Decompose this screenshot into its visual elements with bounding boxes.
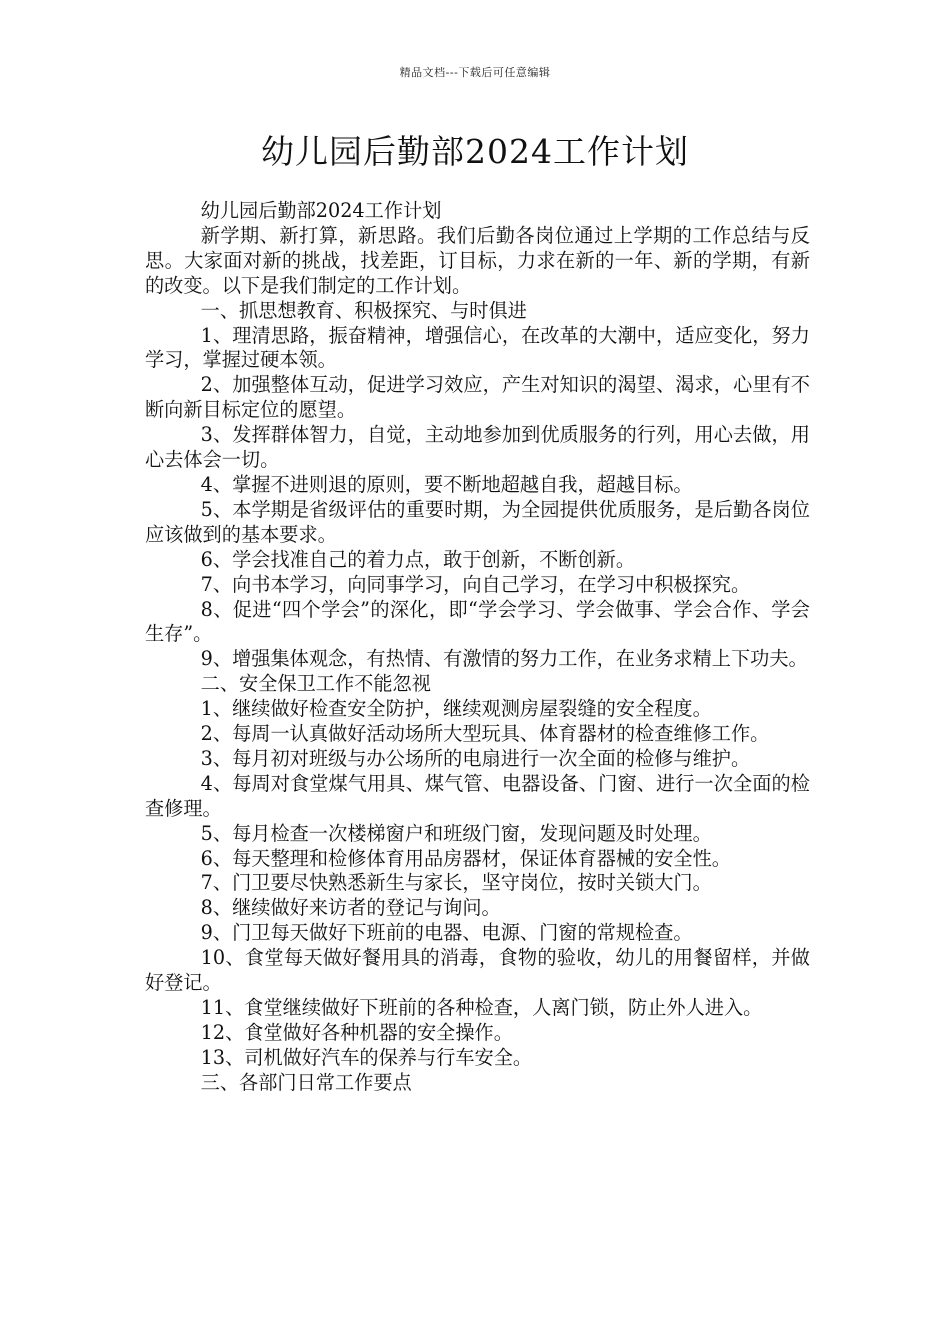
- document-body: [145, 199, 810, 1096]
- list-item: 13、司机做好汽车的保养与行车安全。: [200, 1045, 533, 1069]
- list-item: 2、每周一认真做好活动场所大型玩具、体育器材的检查维修工作。: [200, 722, 770, 746]
- list-item: 1、理清思路，振奋精神，增强信心，在改革的大潮中，适应变化，努力学习，掌握过硬本领。: [145, 323, 810, 372]
- list-item: 9、门卫每天做好下班前的电器、电源、门窗的常规检查。: [200, 921, 693, 945]
- list-item: 6、每天整理和检修体育用品房器材，保证体育器械的安全性。: [200, 846, 731, 870]
- section-heading: 三、各部门日常工作要点: [200, 1070, 412, 1094]
- list-item: 8、继续做好来访者的登记与询问。: [200, 896, 501, 920]
- list-item: 10、食堂每天做好餐用具的消毒，食物的验收，幼儿的用餐留样，并做好登记。: [145, 946, 810, 995]
- page-header: 精品文档---下载后可任意编辑: [399, 66, 551, 79]
- paragraph: 幼儿园后勤部2024工作计划: [200, 199, 442, 222]
- list-item: 9、增强集体观念，有热情、有激情的努力工作，在业务求精上下功夫。: [200, 647, 808, 671]
- list-item: 3、每月初对班级与办公场所的电扇进行一次全面的检修与维护。: [200, 746, 751, 770]
- list-item: 7、向书本学习，向同事学习，向自己学习，在学习中积极探究。: [200, 572, 751, 596]
- list-item: 7、门卫要尽快熟悉新生与家长，坚守岗位，按时关锁大门。: [200, 871, 712, 895]
- list-item: 5、每月检查一次楼梯窗户和班级门窗，发现问题及时处理。: [200, 821, 712, 845]
- list-item: 12、食堂做好各种机器的安全操作。: [200, 1020, 513, 1044]
- paragraph: 新学期、新打算，新思路。我们后勤各岗位通过上学期的工作总结与反思。大家面对新的挑战，找差距，订目标，力求在新的一年、新的学期，有新的改变。以下是我们制定的工作计划。: [145, 223, 810, 297]
- list-item: 5、本学期是省级评估的重要时期，为全园提供优质服务，是后勤各岗位应该做到的基本要求。: [145, 497, 810, 546]
- list-item: 6、学会找准自己的着力点，敢于创新，不断创新。: [200, 547, 636, 571]
- list-item: 4、每周对食堂煤气用具、煤气管、电器设备、门窗、进行一次全面的检查修理。: [145, 771, 810, 820]
- document-title: 幼儿园后勤部2024工作计划: [261, 132, 689, 171]
- list-item: 3、发挥群体智力，自觉，主动地参加到优质服务的行列，用心去做，用心去体会一切。: [145, 423, 810, 472]
- list-item: 8、促进“四个学会”的深化，即“学会学习、学会做事、学会合作、学会生存”。: [145, 597, 810, 646]
- list-item: 4、掌握不进则退的原则，要不断地超越自我，超越目标。: [200, 472, 693, 496]
- list-item: 2、加强整体互动，促进学习效应，产生对知识的渴望、渴求，心里有不断向新目标定位的愿望。: [145, 373, 810, 422]
- section-heading: 一、抓思想教育、积极探究、与时俱进: [200, 298, 527, 322]
- list-item: 1、继续做好检查安全防护，继续观测房屋裂缝的安全程度。: [200, 697, 712, 721]
- section-heading: 二、安全保卫工作不能忽视: [200, 672, 431, 696]
- list-item: 11、食堂继续做好下班前的各种检查，人离门锁，防止外人进入。: [200, 996, 763, 1019]
